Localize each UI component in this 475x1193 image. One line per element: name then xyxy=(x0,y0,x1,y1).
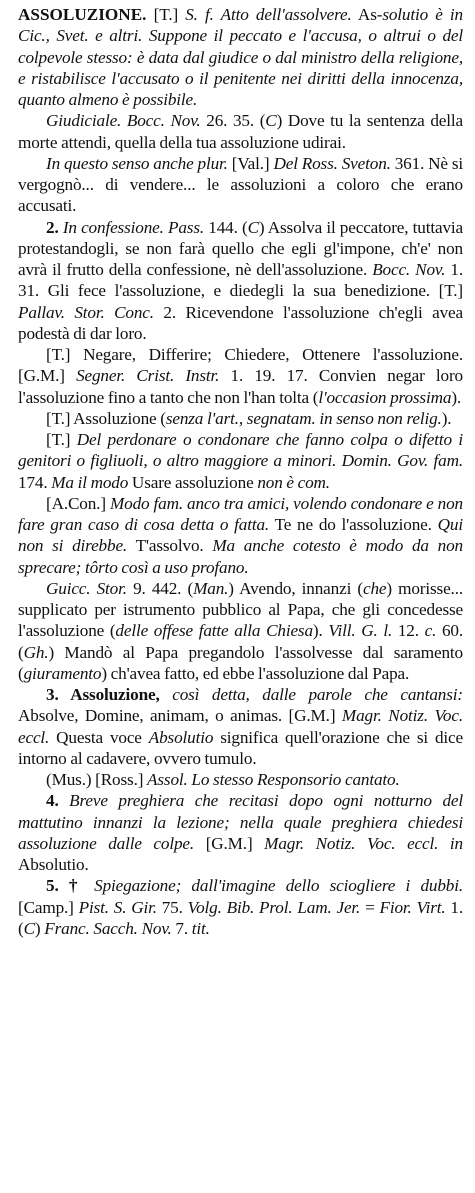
text-run: ) Assolva il peccatore, tuttavia protestandogli, se non farà quello che egli gl'impone, ch'e' non avrà il frutto della confessione, nè dell'assoluzione. xyxy=(18,217,464,279)
text-run: 7. xyxy=(171,918,192,938)
text-run: Usare assoluzione xyxy=(128,472,258,492)
text-run: C xyxy=(23,918,35,938)
text-run: Pist. S. Gir. xyxy=(78,897,157,917)
text-run: c. xyxy=(424,621,437,641)
text-run: [T.] xyxy=(146,5,186,24)
text-run: 60. ( xyxy=(18,621,463,662)
text-run: [G.M.] xyxy=(194,833,265,853)
text-run: T'assolvo. xyxy=(127,536,213,556)
text-run: 3. Assoluzione, xyxy=(46,685,173,704)
text-run: ) Avendo, innanzi ( xyxy=(228,578,363,598)
sense-5-spiegazione xyxy=(18,875,463,939)
text-run: C xyxy=(265,111,277,131)
text-run: S. f. Atto dell'assolvere. xyxy=(185,5,352,24)
text-run: Magr. Notiz. Voc. eccl. in xyxy=(264,833,463,853)
sense-4-preghiera xyxy=(18,790,463,875)
text-run: Giudiciale. Bocc. Nov. xyxy=(46,111,201,131)
text-run: Absolutio. xyxy=(18,855,89,874)
sense-2-usage-perdonare xyxy=(18,429,463,493)
text-run: Te ne do l'assoluzione. xyxy=(269,515,438,534)
text-run: [T.] xyxy=(46,430,77,449)
sense-2-example-guicc xyxy=(18,578,463,684)
text-run: 12. xyxy=(392,621,425,641)
text-run: 5. † xyxy=(46,876,95,896)
text-run: 2. xyxy=(46,217,63,237)
text-run: Fior. Virt. xyxy=(379,897,446,917)
text-run: significa quell'orazione che si dice intorno al cadavere, ovvero tumulo. xyxy=(18,727,463,768)
text-run: ) Mandò al Papa pregandolo l'assolvesse dal saramento ( xyxy=(18,642,463,683)
sense-example-plural xyxy=(18,153,463,217)
sense-3-mus xyxy=(18,769,463,790)
text-run: As- xyxy=(351,5,383,24)
text-run: tit. xyxy=(191,918,210,938)
text-run: C xyxy=(247,217,259,237)
sense-2-usage-negare xyxy=(18,344,463,408)
text-run: (Mus.) [Ross.] xyxy=(46,770,148,789)
text-run: Magr. Notiz. Voc. eccl. xyxy=(18,706,463,747)
sense-2-usage-modo-fam xyxy=(18,493,463,578)
text-run: = xyxy=(360,897,380,917)
text-run: l'occasion prossima xyxy=(318,387,452,407)
sense-3-absolve xyxy=(18,684,463,769)
text-run: Modo fam. anco tra amici, volendo condonare e non fare gran caso di cosa detta o fatta. xyxy=(18,493,463,534)
text-run: 75. xyxy=(156,897,188,917)
text-run: Breve preghiera che recitasi dopo ogni notturno del mattutino innanzi la lezione; nella quale preghiera chiedesi assoluzione dalle colpe. xyxy=(18,791,463,853)
text-run: ) Dove tu la sentenza della morte attendi, quella della tua assoluzione udirai. xyxy=(18,111,463,152)
text-run: che xyxy=(362,578,387,598)
text-run: 9. 442. ( xyxy=(126,578,194,598)
text-run: 1. 19. 17. Convien negar loro l'assoluzione fino a tanto che non l'han tolta ( xyxy=(18,366,463,407)
text-run: non è com. xyxy=(257,472,330,492)
text-run: 144. ( xyxy=(204,217,248,237)
text-run: ). xyxy=(441,408,452,428)
text-run: Assol. Lo stesso Responsorio cantato. xyxy=(147,770,400,789)
text-run: 174. xyxy=(18,472,52,492)
text-run: Man. xyxy=(193,578,229,598)
text-run: [Camp.] xyxy=(18,897,79,917)
text-run: ) xyxy=(34,918,45,938)
text-run: [T.] Negare, Differire; Chiedere, Ottenere l'assoluzione. [G.M.] xyxy=(18,345,463,386)
sense-example-giudiciale xyxy=(18,110,463,153)
text-run: così detta, dalle parole che cantansi: xyxy=(172,685,463,704)
sense-2-confessione xyxy=(18,217,463,345)
text-run: 26. 35. ( xyxy=(200,111,266,131)
text-run: Franc. Sacch. Nov. xyxy=(44,918,172,938)
text-run: Pallav. Stor. Conc. xyxy=(18,302,154,322)
text-run: Guicc. Stor. xyxy=(46,578,127,598)
text-run: Questa voce xyxy=(49,727,149,747)
text-run: Qui non si direbbe. xyxy=(18,515,463,556)
text-run: Vill. G. l. xyxy=(328,621,393,641)
text-run: ). xyxy=(312,621,329,641)
entry-definition xyxy=(18,4,463,110)
text-run: Gh. xyxy=(23,642,49,662)
sense-2-usage-senza-art xyxy=(18,408,463,429)
text-run: Volg. Bib. Prol. Lam. Jer. xyxy=(187,897,361,917)
text-run: Absolutio xyxy=(148,727,214,747)
text-run: ) morisse... supplicato per istrumento pubblico al Papa, che gli concedesse l'assoluzione ( xyxy=(18,578,463,641)
text-run: [Val.] xyxy=(227,153,274,173)
text-run: senza l'art., segnatam. in senso non relig. xyxy=(165,408,442,428)
text-run: [T.] Assoluzione ( xyxy=(46,408,166,428)
text-run: 4. xyxy=(46,791,70,811)
text-run: ). xyxy=(451,387,462,407)
text-run: Absolve, Domine, animam, o animas. [G.M.] xyxy=(18,706,342,726)
text-run: Spiegazione; dall'imagine dello sciogliere i dubbi. xyxy=(94,876,463,896)
text-run: In confessione. Pass. xyxy=(62,217,205,237)
text-run: 1. ( xyxy=(18,897,464,938)
text-run: [A.Con.] xyxy=(46,493,110,513)
entry-headword: ASSOLUZIONE. xyxy=(18,5,147,24)
text-run: Segner. Crist. Instr. xyxy=(76,366,220,386)
text-run: Ma il modo xyxy=(51,472,129,492)
text-run: Del perdonare o condonare che fanno colpa o difetto i genitori o figliuoli, o altro maggiore a minori. Domin. Gov. fam. xyxy=(18,430,463,471)
text-run: Del Ross. Sveton. xyxy=(273,153,391,173)
text-run: 2. Ricevendone l'assoluzione ch'egli avea podestà di dar loro. xyxy=(18,302,464,343)
text-run: delle offese fatte alla Chiesa xyxy=(115,621,313,641)
text-run: solutio è in Cic., Svet. e altri. Suppone il peccato e l'accusa, o altrui o del colpevole stesso: è data dal giudice o dal ministro della religione, e ristabilisce l'accusato o il penitente nei diritti della innocenza, quanto almeno è possibile. xyxy=(18,5,463,109)
text-run: 1. 31. Gli fece l'assoluzione, e diedegli la sua benedizione. [T.] xyxy=(18,260,463,301)
text-run: giuramento xyxy=(23,663,102,683)
text-run: Ma anche cotesto è modo da non sprecare; tôrto così a uso profano. xyxy=(18,536,464,577)
text-run: ) ch'avea fatto, ed ebbe l'assoluzione dal Papa. xyxy=(101,663,410,683)
text-run: 361. Nè si vergognò... di vendere... le assoluzioni a coloro che erano accusati. xyxy=(18,153,464,216)
text-run: In questo senso anche plur. xyxy=(46,153,228,173)
text-run: Bocc. Nov. xyxy=(372,260,446,279)
